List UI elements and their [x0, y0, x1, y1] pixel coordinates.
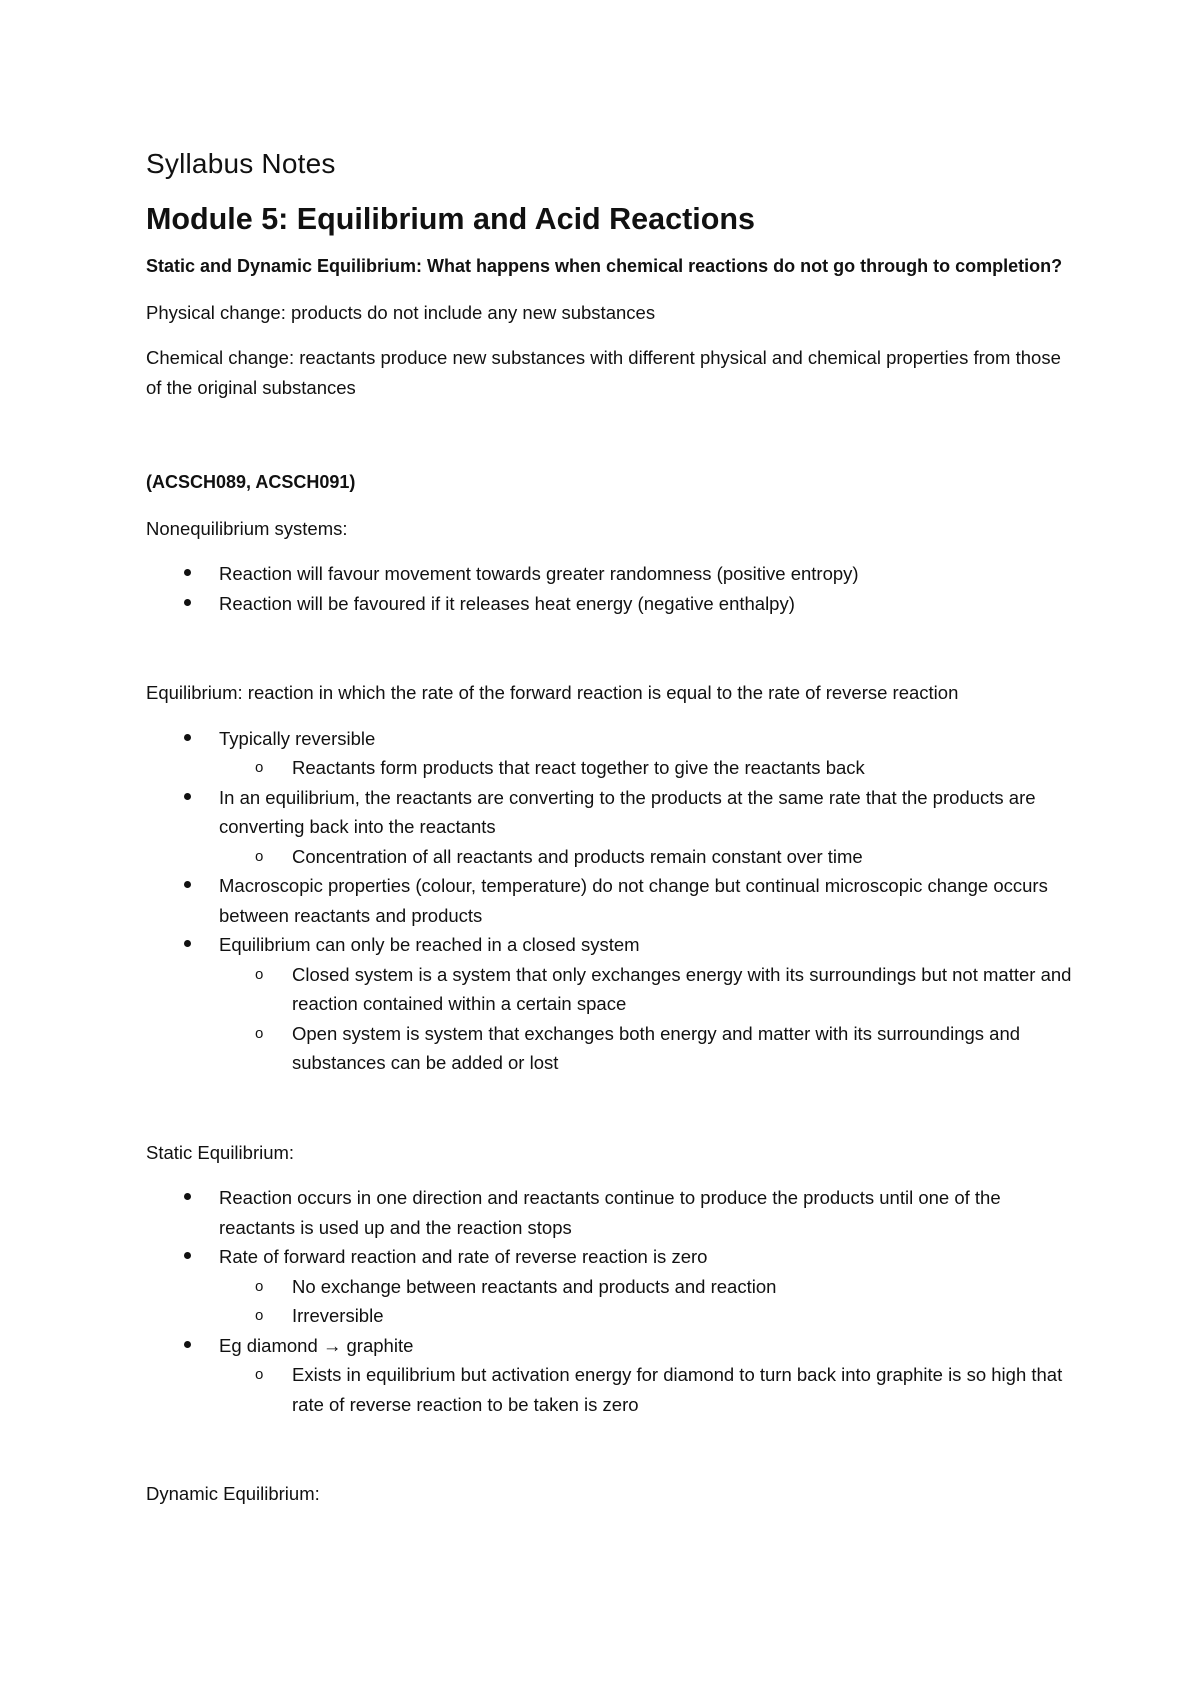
sub-list-item-text: Reactants form products that react together to give the reactants back — [292, 757, 865, 778]
list-item-text: Macroscopic properties (colour, temperature) do not change but continual microscopic change occurs between reactants and products — [219, 875, 1048, 926]
static-equilibrium-label: Static Equilibrium: — [146, 1141, 295, 1163]
list-item-text: Reaction occurs in one direction and reactants continue to produce the products until one of the reactants is used up and the reaction stops — [219, 1187, 1001, 1238]
bullet-icon — [184, 940, 191, 947]
curriculum-codes: (ACSCH089, ACSCH091) — [146, 472, 356, 492]
equilibrium-definition: Equilibrium: reaction in which the rate of the forward reaction is equal to the rate of reverse reaction — [146, 682, 959, 703]
bullet-icon — [184, 1252, 191, 1259]
list-item-text: Rate of forward reaction and rate of reverse reaction is zero — [219, 1246, 708, 1267]
bullet-icon — [184, 569, 191, 576]
list-item — [146, 724, 1076, 783]
sub-list-item — [219, 1272, 1076, 1302]
sub-list — [219, 842, 1076, 872]
sub-bullet-icon: o — [255, 759, 264, 776]
sub-list-item — [219, 842, 1076, 872]
list-item — [146, 1242, 1076, 1331]
bullet-icon — [184, 881, 191, 888]
list-item-text: Reaction will favour movement towards greater randomness (positive entropy) — [219, 563, 859, 584]
list-item — [146, 783, 1076, 872]
sub-list-item-text: Exists in equilibrium but activation energy for diamond to turn back into graphite is so high that rate of reverse reaction to be taken is zero — [292, 1364, 1063, 1415]
sub-list-item — [219, 960, 1076, 1019]
list-item-text: Equilibrium can only be reached in a closed system — [219, 934, 640, 955]
list-item-text: Typically reversible — [219, 727, 376, 749]
bullet-icon — [184, 734, 191, 741]
bullet-icon — [184, 793, 191, 800]
sub-list-item — [219, 1360, 1076, 1419]
bullet-icon — [184, 599, 191, 606]
list-item — [146, 871, 1076, 930]
list-item-text: Reaction will be favoured if it releases heat energy (negative enthalpy) — [219, 592, 795, 614]
dynamic-equilibrium-label: Dynamic Equilibrium: — [146, 1483, 320, 1504]
right-arrow-icon: → — [322, 1334, 342, 1356]
list-item — [146, 930, 1076, 1078]
document-body — [146, 146, 1076, 1525]
sub-bullet-icon: o — [255, 1024, 264, 1042]
chemical-change-paragraph: Chemical change: reactants produce new substances with different physical and chemical properties from those of the original substances — [146, 347, 1061, 398]
list-item — [146, 559, 1076, 589]
list-item-text: In an equilibrium, the reactants are converting to the products at the same rate that the products are converting back into the reactants — [219, 786, 1036, 837]
sub-list-item-text: Closed system is a system that only exchanges energy with its surroundings but not matter and reaction contained within a certain space — [292, 963, 1072, 1014]
sub-bullet-icon: o — [255, 1366, 264, 1383]
list-item-text-after: graphite — [346, 1334, 414, 1356]
nonequilibrium-list — [146, 559, 1076, 618]
sub-bullet-icon: o — [255, 965, 264, 983]
sub-list — [219, 1272, 1076, 1331]
bullet-icon — [184, 1193, 191, 1200]
static-equilibrium-list — [146, 1183, 1076, 1419]
sub-bullet-icon: o — [255, 847, 264, 865]
sub-list-item-text: Concentration of all reactants and products remain constant over time — [292, 845, 863, 867]
sub-list — [219, 960, 1076, 1078]
list-item — [146, 589, 1076, 619]
equilibrium-list — [146, 724, 1076, 1078]
document-title: Syllabus Notes — [146, 148, 336, 179]
list-item-text-before: Eg diamond — [219, 1334, 318, 1356]
module-heading: Module 5: Equilibrium and Acid Reactions — [146, 202, 755, 236]
section-heading: Static and Dynamic Equilibrium: What happens when chemical reactions do not go through to completion? — [146, 256, 1063, 276]
sub-list-item-text: Irreversible — [292, 1305, 384, 1326]
sub-list-item-text: No exchange between reactants and products and reaction — [292, 1275, 777, 1297]
sub-list-item — [219, 753, 1076, 783]
nonequilibrium-label: Nonequilibrium systems: — [146, 517, 348, 539]
sub-list-item-text: Open system is system that exchanges both energy and matter with its surroundings and substances can be added or lost — [292, 1022, 1021, 1073]
bullet-icon — [184, 1341, 191, 1348]
sub-bullet-icon: o — [255, 1277, 264, 1295]
list-item — [146, 1331, 1076, 1420]
sub-list — [219, 753, 1076, 783]
sub-bullet-icon: o — [255, 1307, 264, 1324]
list-item — [146, 1183, 1076, 1242]
physical-change-paragraph: Physical change: products do not include any new substances — [146, 301, 656, 323]
sub-list-item — [219, 1019, 1076, 1078]
sub-list-item — [219, 1301, 1076, 1331]
sub-list — [219, 1360, 1076, 1419]
